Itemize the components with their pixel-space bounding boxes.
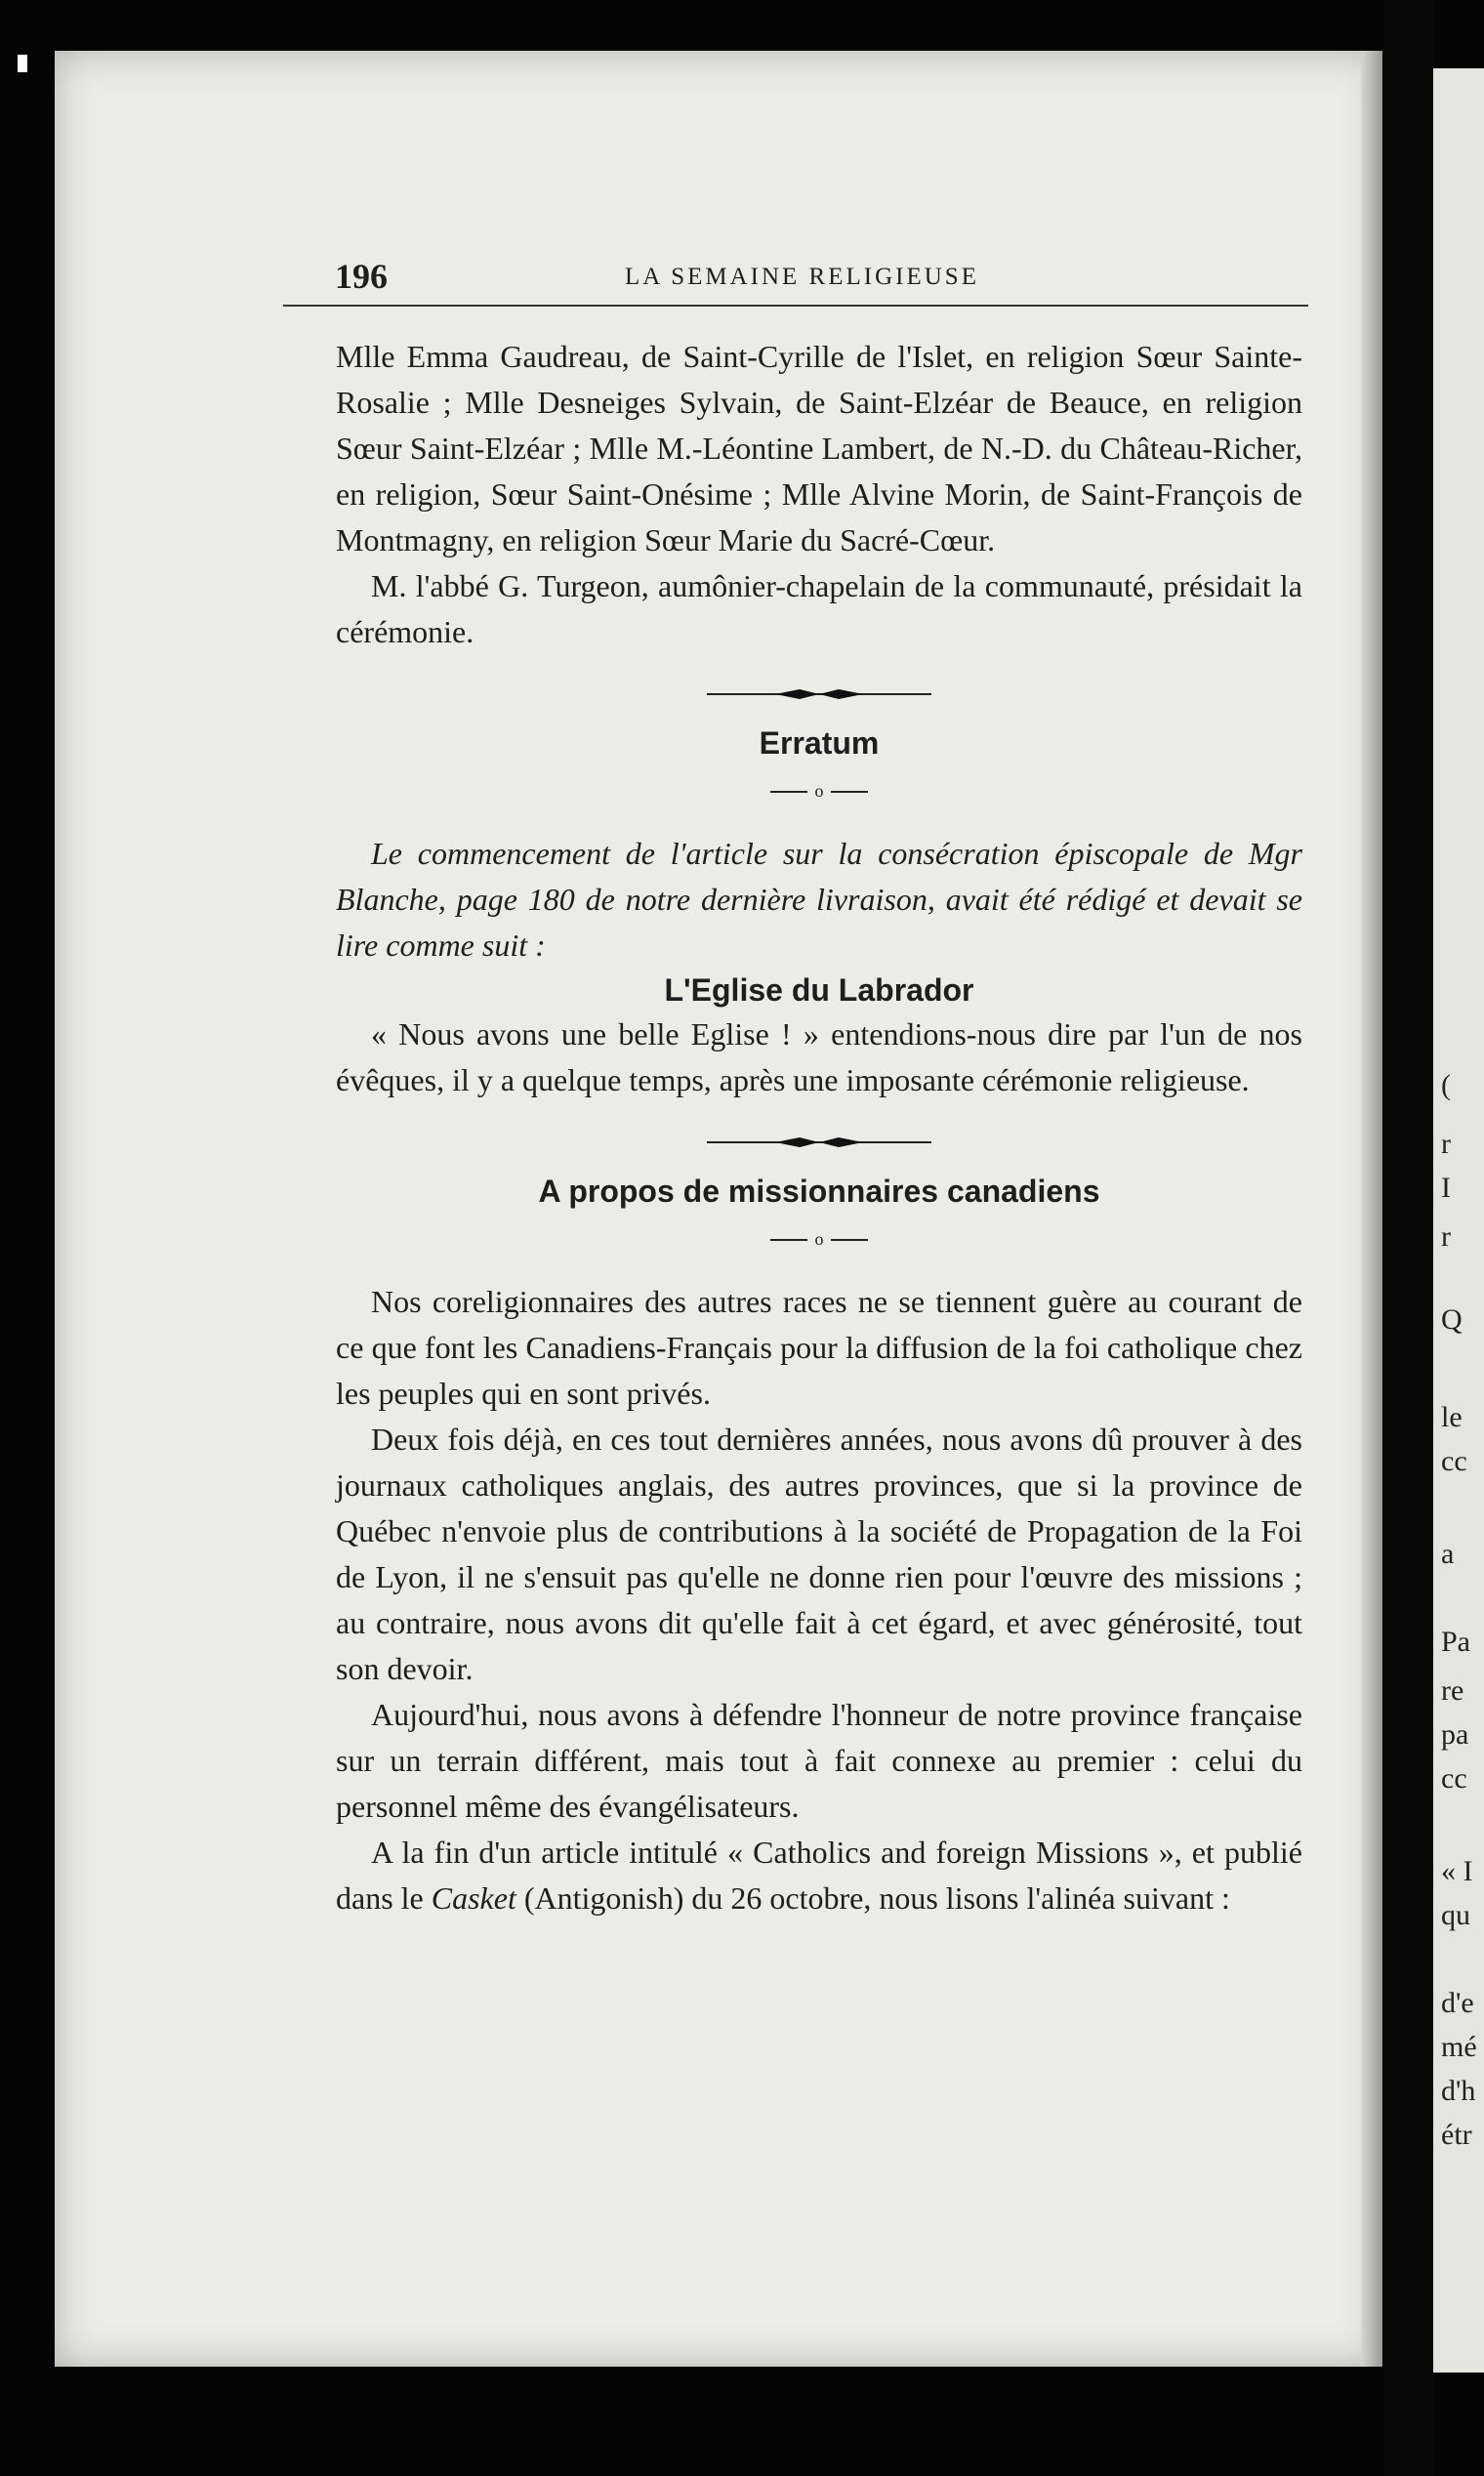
paragraph-chaplain: M. l'abbé G. Turgeon, aumônier-chapelain de la communauté, présidait la cérémonie. [336,568,1302,649]
paragraph-novices: Mlle Emma Gaudreau, de Saint-Cyrille de l'Islet, en religion Sœur Sainte-Rosalie ; Mlle Desneiges Sylvain, de Saint-Elzéar de Beauce, en religion Sœur Saint-Elzéar ; Mlle M.-Léontine Lambert, de N.-D. du Château-Richer, en religion, Sœur Saint-Onésime ; Mlle Alvine Morin, de Saint-François de Montmagny, en religion Sœur Marie du Sacré-Cœur. [336,339,1302,557]
article-paragraph: Aujourd'hui, nous avons à défendre l'honneur de notre province française sur un terrain différent, mais tout à fait connexe au premier : celui du personnel même des évangélisateurs. [336,1697,1302,1824]
book-gutter [1384,0,1433,2476]
running-title: LA SEMAINE RELIGIEUSE [625,264,979,290]
small-divider [770,1230,868,1250]
svg-text:o: o [814,782,824,801]
facing-fragment: pa [1441,1718,1469,1751]
article-heading: A propos de missionnaires canadiens [538,1174,1100,1209]
facing-fragment: d'h [1441,2075,1476,2107]
erratum-intro: Le commencement de l'article sur la consécration épiscopale de Mgr Blanche, page 180 de notre dernière livraison, avait été rédigé et devait se lire comme suit : [336,836,1302,963]
facing-fragment: d'e [1441,1987,1474,2019]
erratum-subheading: L'Eglise du Labrador [664,972,974,1008]
facing-fragment: Q [1441,1303,1463,1336]
small-divider [770,782,868,802]
page-body [336,334,1302,1921]
facing-fragment: ( [1441,1069,1451,1101]
article-paragraph: Nos coreligionnaires des autres races ne se tiennent guère au courant de ce que font les Canadiens-Français pour la diffusion de la foi catholique chez les peuples qui en sont privés. [336,1284,1302,1411]
page-edge [1361,51,1382,2367]
erratum-heading: Erratum [759,725,880,761]
facing-page [1433,68,1484,2373]
text-after-title: (Antigonish) du 26 octobre, nous lisons l'alinéa suivant : [515,1880,1230,1916]
facing-fragment: a [1441,1538,1455,1570]
publication-title: Casket [431,1880,516,1916]
facing-fragment: cc [1441,1445,1467,1477]
facing-fragment: r [1441,1128,1451,1160]
scan-mark [18,55,27,72]
running-header [283,256,1308,307]
svg-text:o: o [814,1230,824,1249]
facing-fragment: étr [1441,2119,1472,2151]
ornament-divider [707,684,931,704]
erratum-text: « Nous avons une belle Eglise ! » entendions-nous dire par l'un de nos évêques, il y a quelque temps, après une imposante cérémonie religieuse. [336,1016,1302,1097]
facing-fragment: le [1441,1401,1463,1433]
ornament-divider [707,1133,931,1152]
facing-fragment: I [1441,1172,1451,1204]
text-before-title: A la fin d'un article intitulé « Catholics and foreign Missions », et publié dans le [336,1835,1302,1916]
facing-fragment: r [1441,1220,1451,1253]
facing-fragment: Pa [1441,1626,1470,1658]
article-paragraph-last [336,1830,1302,1921]
facing-fragment: mé [1441,2031,1477,2063]
facing-fragment: re [1441,1674,1464,1707]
facing-fragment: cc [1441,1762,1467,1795]
facing-fragment: qu [1441,1899,1470,1931]
article-paragraph: Deux fois déjà, en ces tout dernières années, nous avons dû prouver à des journaux catholiques anglais, des autres provinces, que si la province de Québec n'envoie plus de contributions à la société de Propagation de la Foi de Lyon, il ne s'ensuit pas qu'elle ne donne rien pour l'œuvre des missions ; au contraire, nous avons dit qu'elle fait à cet égard, et avec générosité, tout son devoir. [336,1422,1302,1686]
page-number: 196 [335,257,388,296]
facing-fragment: « I [1441,1855,1473,1887]
